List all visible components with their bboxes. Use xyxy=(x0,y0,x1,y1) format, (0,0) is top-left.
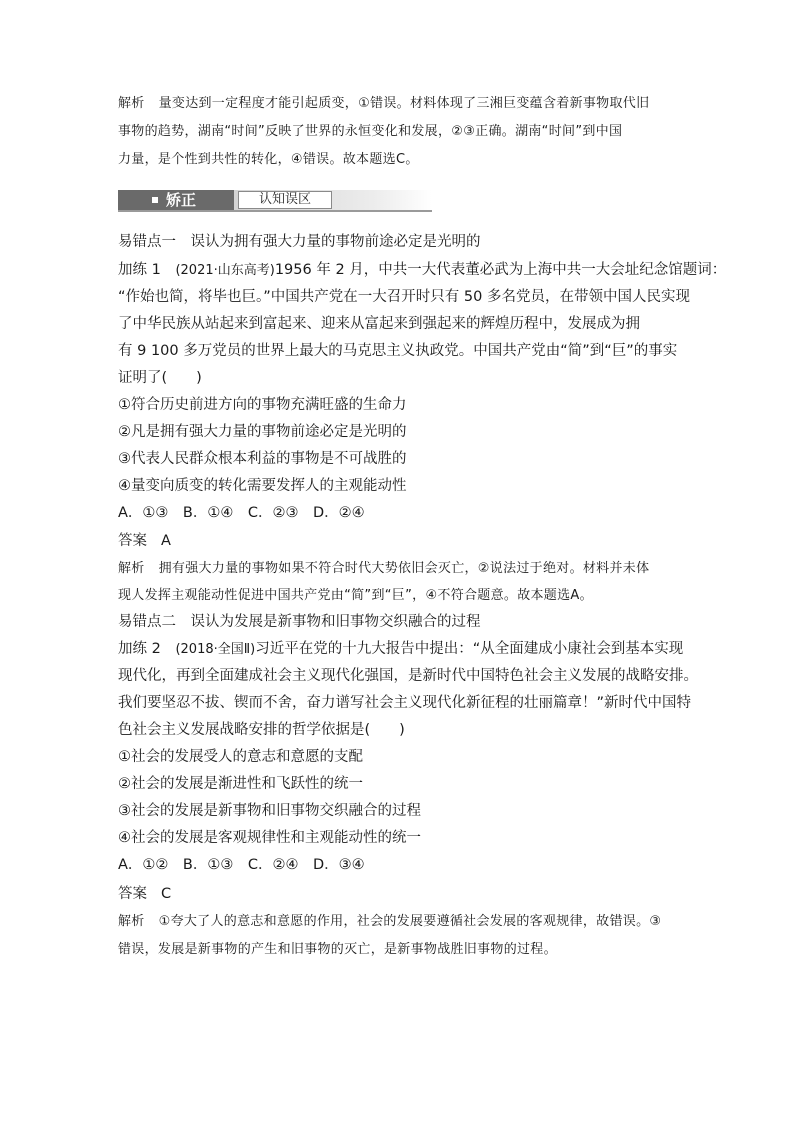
analysis-label: 解析 xyxy=(118,914,145,929)
exercise-2-line-4: 色社会主义发展战略安排的哲学依据是( ) xyxy=(118,722,405,738)
top-analysis-line-2: 事物的趋势，湖南“时间”反映了世界的永恒变化和发展，②③正确。湖南“时间”到中国 xyxy=(118,124,623,139)
option-3: ③代表人民群众根本利益的事物是不可战胜的 xyxy=(118,451,407,467)
exercise-label: 加练 2 xyxy=(118,641,161,657)
answer-value: A xyxy=(161,533,171,549)
option-4: ④社会的发展是客观规律性和主观能动性的统一 xyxy=(118,830,421,846)
exercise-1-line-2: “作始也简，将毕也巨。”中国共产党在一大召开时只有 50 多名党员，在带领中国人民实现 xyxy=(118,289,690,305)
analysis-text: 量变达到一定程度才能引起质变，①错误。材料体现了三湘巨变蕴含着新事物取代旧 xyxy=(158,96,650,111)
top-analysis-line-1 xyxy=(118,94,649,114)
analysis-1-line-2: 现人发挥主观能动性促进中国共产党由“简”到“巨”，④不符合题意。故本题选A。 xyxy=(118,588,593,603)
exercise-1-line-4: 有 9 100 多万党员的世界上最大的马克思主义执政党。中国共产党由“简”到“巨”的事实 xyxy=(118,343,678,359)
square-bullet-icon xyxy=(152,197,158,203)
exercise-2-line-1 xyxy=(118,639,683,660)
analysis-text: ①夸大了人的意志和意愿的作用，社会的发展要遵循社会发展的客观规律，故错误。③ xyxy=(158,914,662,929)
banner-title: 矫正 xyxy=(166,191,197,209)
answer-line xyxy=(118,531,171,551)
banner-tag: 认知误区 xyxy=(238,191,332,209)
analysis-text: 拥有强大力量的事物如果不符合时代大势依旧会灭亡，②说法过于绝对。材料并未体 xyxy=(158,561,650,576)
option-1: ①符合历史前进方向的事物充满旺盛的生命力 xyxy=(118,397,407,413)
error-point-1-heading: 易错点一 误认为拥有强大力量的事物前途必定是光明的 xyxy=(118,234,481,250)
banner-tag-block xyxy=(234,190,432,210)
analysis-2-line-2: 错误，发展是新事物的产生和旧事物的灭亡，是新事物战胜旧事物的过程。 xyxy=(118,942,557,957)
answer-label: 答案 xyxy=(118,533,147,549)
analysis-1-line-1 xyxy=(118,559,649,579)
option-3: ③社会的发展是新事物和旧事物交织融合的过程 xyxy=(118,803,421,819)
choices: A．①③ B．①④ C．②③ D．②④ xyxy=(118,505,365,521)
exercise-2-line-2: 现代化，再到全面建成社会主义现代化强国，是新时代中国特色社会主义发展的战略安排。 xyxy=(118,668,698,684)
exercise-1-line-3: 了中华民族从站起来到富起来、迎来从富起来到强起来的辉煌历程中，发展成为拥 xyxy=(118,316,640,332)
section-banner xyxy=(118,188,432,212)
choices: A．①② B．①③ C．②④ D．③④ xyxy=(118,857,365,873)
exercise-source: (2021·山东高考) xyxy=(175,263,275,278)
banner-rule xyxy=(118,210,432,212)
analysis-label: 解析 xyxy=(118,96,145,111)
exercise-1-line-5: 证明了( ) xyxy=(118,370,202,386)
exercise-source: (2018·全国Ⅱ) xyxy=(175,642,256,657)
exercise-stem: 1956 年 2 月，中共一大代表董必武为上海中共一大会址纪念馆题词： xyxy=(274,262,727,278)
answer-value: C xyxy=(161,886,172,902)
analysis-label: 解析 xyxy=(118,561,145,576)
exercise-stem: 习近平在党的十九大报告中提出：“从全面建成小康社会到基本实现 xyxy=(255,641,684,657)
top-analysis-line-3: 力量，是个性到共性的转化，④错误。故本题选C。 xyxy=(118,152,419,167)
answer-line xyxy=(118,884,171,904)
option-2: ②社会的发展是渐进性和飞跃性的统一 xyxy=(118,776,363,792)
analysis-2-line-1 xyxy=(118,912,661,932)
exercise-label: 加练 1 xyxy=(118,262,161,278)
option-4: ④量变向质变的转化需要发挥人的主观能动性 xyxy=(118,478,407,494)
answer-label: 答案 xyxy=(118,886,147,902)
exercise-1-line-1 xyxy=(118,260,726,281)
error-point-2-heading: 易错点二 误认为发展是新事物和旧事物交织融合的过程 xyxy=(118,614,481,630)
banner-title-block xyxy=(118,190,234,210)
option-1: ①社会的发展受人的意志和意愿的支配 xyxy=(118,749,363,765)
exercise-2-line-3: 我们要坚忍不拔、锲而不舍，奋力谱写社会主义现代化新征程的壮丽篇章！”新时代中国特 xyxy=(118,695,692,711)
option-2: ②凡是拥有强大力量的事物前途必定是光明的 xyxy=(118,424,407,440)
